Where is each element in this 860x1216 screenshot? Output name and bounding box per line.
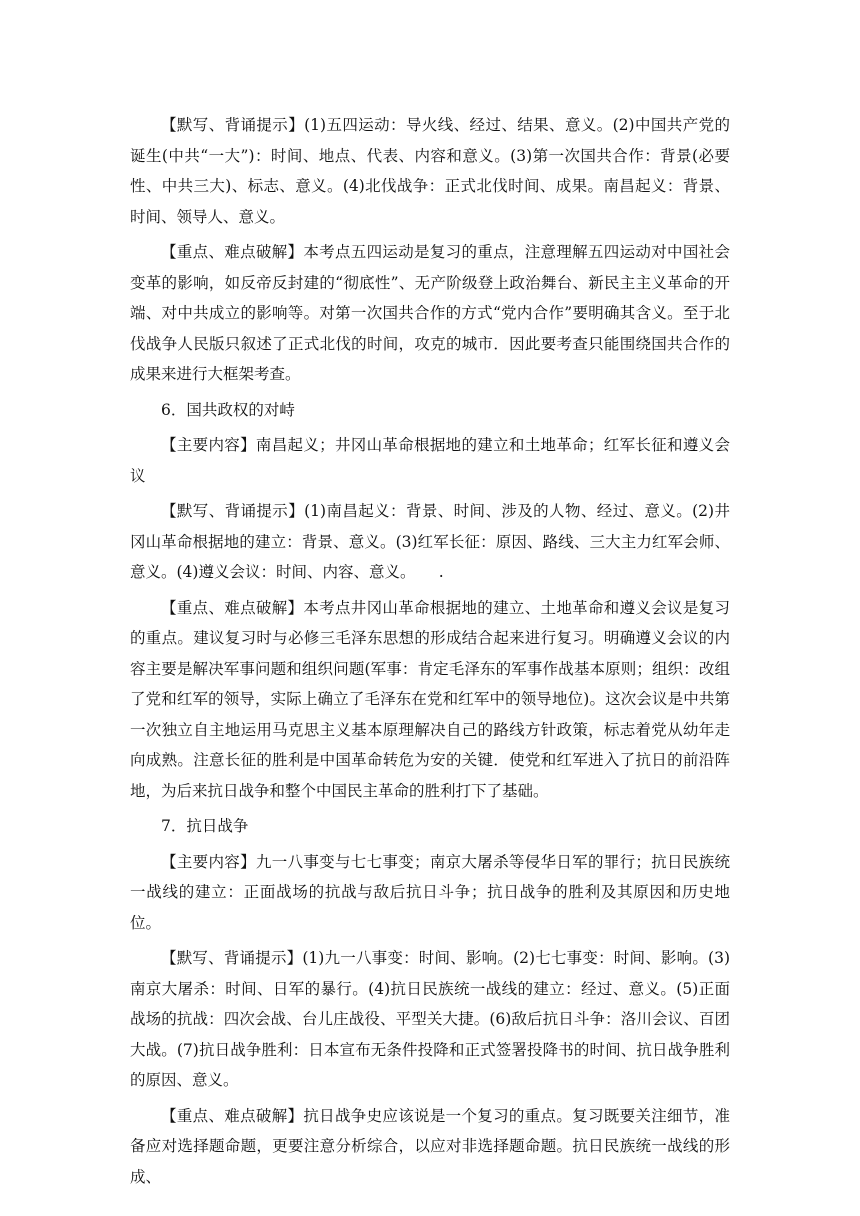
section-heading-6: 6．国共政权的对峙: [161, 400, 295, 419]
section-heading-7: 7．抗日战争: [161, 817, 249, 835]
key-difficulty-paragraph: 【重点、难点破解】本考点五四运动是复习的重点，注意理解五四运动对中国社会变革的影响，如反帝反封建的“彻底性”、无产阶级登上政治舞台、新民主主义革命的开端、对中共成立的影响等。对第一次国共合作的方式“党内合作”要明确其含义。至于北伐战争人民版只叙述了正式北伐的时间，攻克的城市．因此要考查只能围绕国共合作的成果来进行大框架考查。: [130, 243, 730, 383]
recitation-tips-paragraph: 【默写、背诵提示】(1)五四运动：导火线、经过、结果、意义。(2)中国共产党的诞生(中共“一大”)：时间、地点、代表、内容和意义。(3)第一次国共合作：背景(必要性、中共三大)、标志、意义。(4)北伐战争：正式北伐时间、成果。南昌起义：背景、时间、领导人、意义。: [130, 116, 730, 226]
key-difficulty-paragraph: 【重点、难点破解】本考点井冈山革命根据地的建立、土地革命和遵义会议是复习的重点。建议复习时与必修三毛泽东思想的形成结合起来进行复习。明确遵义会议的内容主要是解决军事问题和组织问题(军事：肯定毛泽东的军事作战基本原则；组织：改组了党和红军的领导，实际上确立了毛泽东在党和红军中的领导地位)。这次会议是中共第一次独立自主地运用马克思主义基本原理解决自己的路线方针政策，标志着党从幼年走向成熟。注意长征的胜利是中国革命转危为安的关键．使党和红军进入了抗日的前沿阵地，为后来抗日战争和整个中国民主革命的胜利打下了基础。: [130, 598, 730, 800]
recitation-tips-paragraph: 【默写、背诵提示】(1)九一八事变：时间、影响。(2)七七事变：时间、影响。(3)南京大屠杀：时间、日军的暴行。(4)抗日民族统一战线的建立：经过、意义。(5)正面战场的抗战：四次会战、台儿庄战役、平型关大捷。(6)敌后抗日斗争：洛川会议、百团大战。(7)抗日战争胜利：日本宣布无条件投降和正式签署投降书的时间、抗日战争胜利的原因、意义。: [130, 949, 730, 1089]
main-content-paragraph: 【主要内容】南昌起义；井冈山革命根据地的建立和土地革命；红军长征和遵义会议: [130, 436, 730, 485]
document-page: [130, 110, 730, 1197]
recitation-tips-paragraph: 【默写、背诵提示】(1)南昌起义：背景、时间、涉及的人物、经过、意义。(2)井冈山革命根据地的建立：背景、意义。(3)红军长征：原因、路线、三大主力红军会师、意义。(4)遵义会议：时间、内容、意义。 .: [130, 502, 730, 581]
main-content-paragraph: 【主要内容】九一八事变与七七事变；南京大屠杀等侵华日军的罪行；抗日民族统一战线的建立：正面战场的抗战与敌后抗日斗争；抗日战争的胜利及其原因和历史地位。: [130, 852, 730, 932]
key-difficulty-paragraph: 【重点、难点破解】抗日战争史应该说是一个复习的重点。复习既要关注细节，准备应对选择题命题，更要注意分析综合，以应对非选择题命题。抗日民族统一战线的形成、: [130, 1106, 730, 1186]
